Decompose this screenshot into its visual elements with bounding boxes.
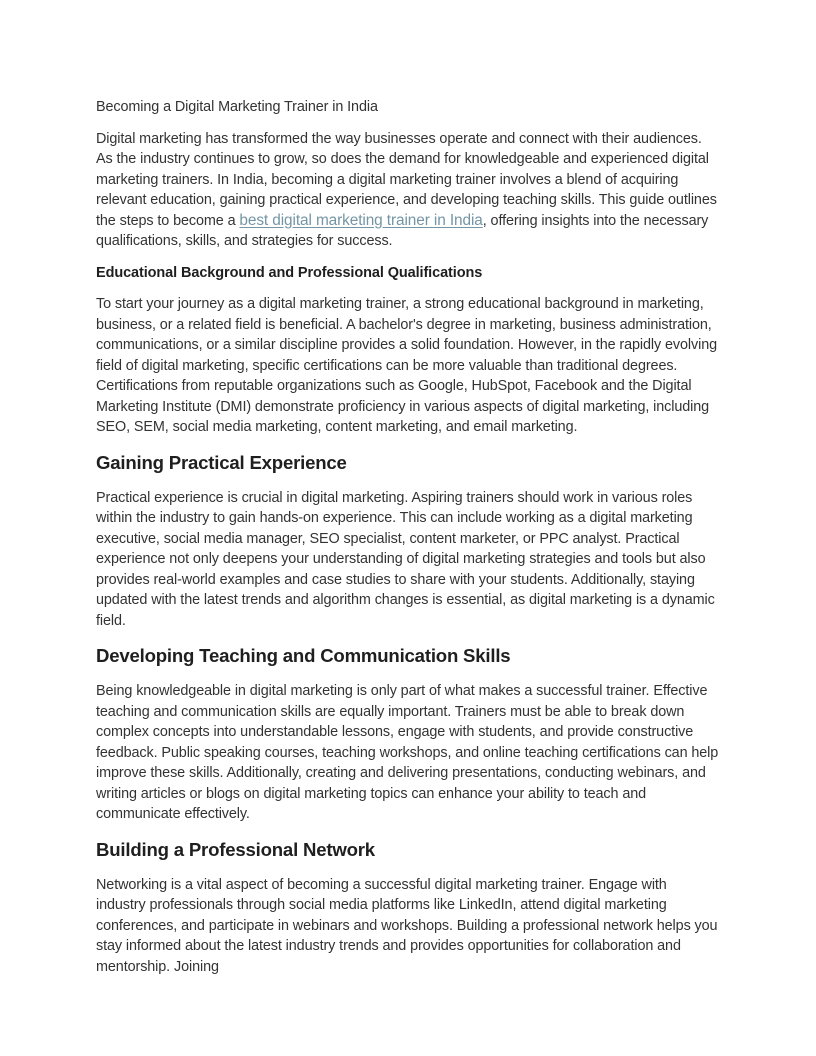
section-heading-educational-background: Educational Background and Professional Qualifications	[96, 264, 483, 281]
best-digital-marketing-trainer-link[interactable]: best digital marketing trainer in India	[239, 211, 483, 229]
section-paragraph-educational-background: To start your journey as a digital marketing trainer, a strong educational background in marketing, business, or a related field is beneficial. A bachelor's degree in marketing, business administration, communications, or a similar discipline provides a solid foundation. However, in the rapidly evolving field of digital marketing, specific certifications can be more valuable than traditional degrees. Certifications from reputable organizations such as Google, HubSpot, Facebook and the Digital Marketing Institute (DMI) demonstrate proficiency in various aspects of digital marketing, including SEO, SEM, social media marketing, content marketing, and email marketing.	[96, 296, 718, 435]
section-heading-teaching-communication-skills: Developing Teaching and Communication Skills	[96, 645, 511, 666]
section-heading-professional-network: Building a Professional Network	[96, 838, 375, 860]
section-paragraph-teaching-communication-skills: Being knowledgeable in digital marketing is only part of what makes a successful trainer. Effective teaching and communication skills are equally important. Trainers must be able to break down complex concepts into understandable lessons, engage with students, and provide constructive feedback. Public speaking courses, teaching workshops, and online teaching certifications can help improve these skills. Additionally, creating and delivering presentations, conducting webinars, and writing articles or blogs on digital marketing topics can enhance your ability to teach and communicate effectively.	[96, 683, 719, 822]
intro-text-after-link: , offering insights into the necessary qualifications, skills, and strategies for success.	[96, 212, 709, 249]
section-heading-practical-experience: Gaining Practical Experience	[96, 451, 347, 473]
intro-text-before-link: Digital marketing has transformed the way businesses operate and connect with their audiences. As the industry continues to grow, so does the demand for knowledgeable and experienced digital marketing trainers. In India, becoming a digital marketing trainer involves a blend of acquiring relevant education, gaining practical experience, and developing teaching skills. This guide outlines the steps to become a	[96, 130, 717, 229]
section-paragraph-professional-network: Networking is a vital aspect of becoming a successful digital marketing trainer. Engage with industry professionals through social media platforms like LinkedIn, attend digital marketing conferences, and participate in webinars and workshops. Building a professional network helps you stay informed about the latest industry trends and provides opportunities for collaboration and mentorship. Joining	[96, 876, 718, 975]
document-title: Becoming a Digital Marketing Trainer in India	[96, 99, 378, 115]
section-paragraph-practical-experience: Practical experience is crucial in digital marketing. Aspiring trainers should work in various roles within the industry to gain hands-on experience. This can include working as a digital marketing executive, social media manager, SEO specialist, content marketer, or PPC analyst. Practical experience not only deepens your understanding of digital marketing strategies and tools but also provides real-world examples and case studies to share with your students. Additionally, staying updated with the latest trends and algorithm changes is essential, as digital marketing is a dynamic field.	[96, 489, 715, 629]
intro-paragraph	[96, 129, 720, 252]
